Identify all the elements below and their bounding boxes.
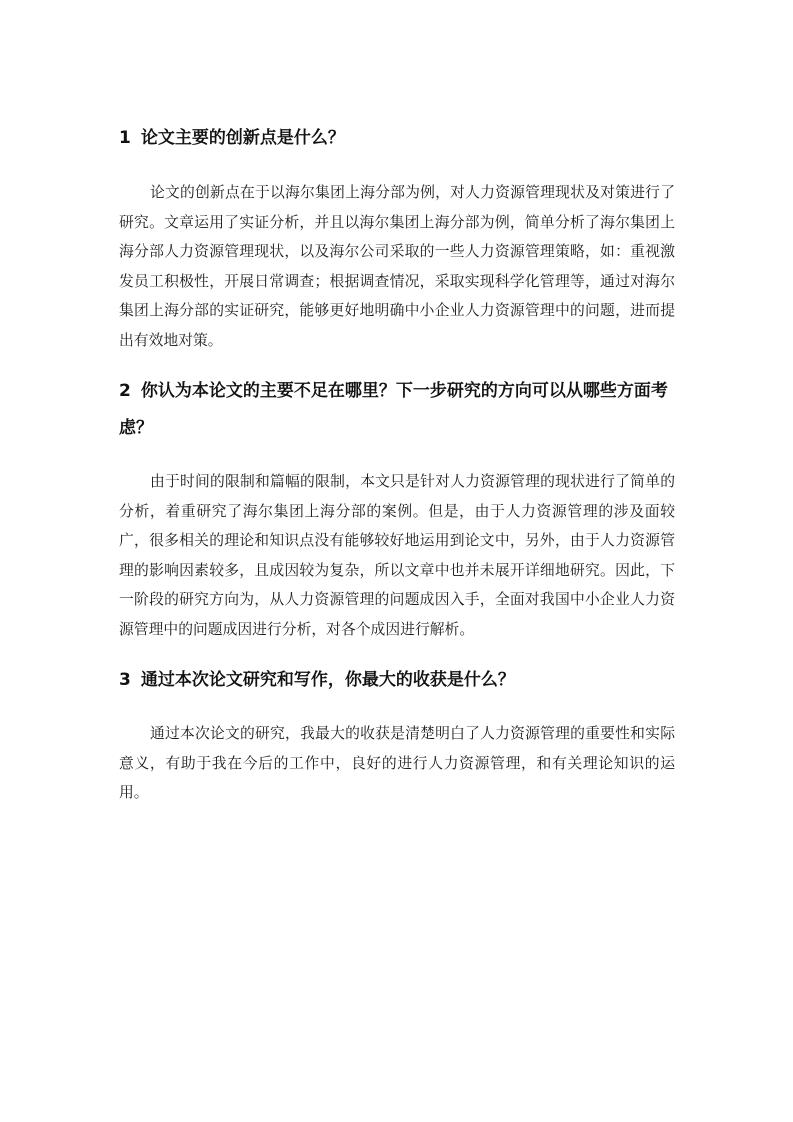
section-3-number: 3 bbox=[119, 670, 131, 690]
section-1-number: 1 bbox=[119, 128, 131, 148]
section-2-title: 你认为本论文的主要不足在哪里？下一步研究的方向可以从哪些方面考虑？ bbox=[119, 381, 668, 438]
section-3-title: 通过本次论文研究和写作，你最大的收获是什么？ bbox=[140, 670, 515, 690]
section-1-paragraph: 论文的创新点在于以海尔集团上海分部为例，对人力资源管理现状及对策进行了研究。文章运用了实证分析，并且以海尔集团上海分部为例，简单分析了海尔集团上海分部人力资源管理现状，以及海尔公司采取的一些人力资源管理策略，如：重视激发员工积极性，开展日常调查；根据调查情况，采取实现科学化管理等，通过对海尔集团上海分部的实证研究，能够更好地明确中小企业人力资源管理中的问题，进而提出有效地对策。 bbox=[119, 184, 675, 349]
section-2-paragraph: 由于时间的限制和篇幅的限制，本文只是针对人力资源管理的现状进行了简单的分析，着重研究了海尔集团上海分部的案例。但是，由于人力资源管理的涉及面较广，很多相关的理论和知识点没有能够较好地运用到论文中，另外，由于人力资源管理的影响因素较多，且成因较为复杂，所以文章中也并未展开详细地研究。因此，下一阶段的研究方向为，从人力资源管理的问题成因入手，全面对我国中小企业人力资源管理中的问题成因进行分析，对各个成因进行解析。 bbox=[119, 473, 675, 638]
section-2-number: 2 bbox=[119, 381, 131, 401]
section-1-title: 论文主要的创新点是什么？ bbox=[140, 128, 345, 148]
section-3-heading bbox=[119, 662, 675, 699]
section-3-paragraph: 通过本次论文的研究，我最大的收获是清楚明白了人力资源管理的重要性和实际意义，有助于我在今后的工作中，良好的进行人力资源管理，和有关理论知识的运用。 bbox=[119, 725, 675, 801]
document-content bbox=[119, 120, 675, 808]
section-2-heading bbox=[119, 373, 675, 447]
section-1-heading bbox=[119, 120, 675, 157]
